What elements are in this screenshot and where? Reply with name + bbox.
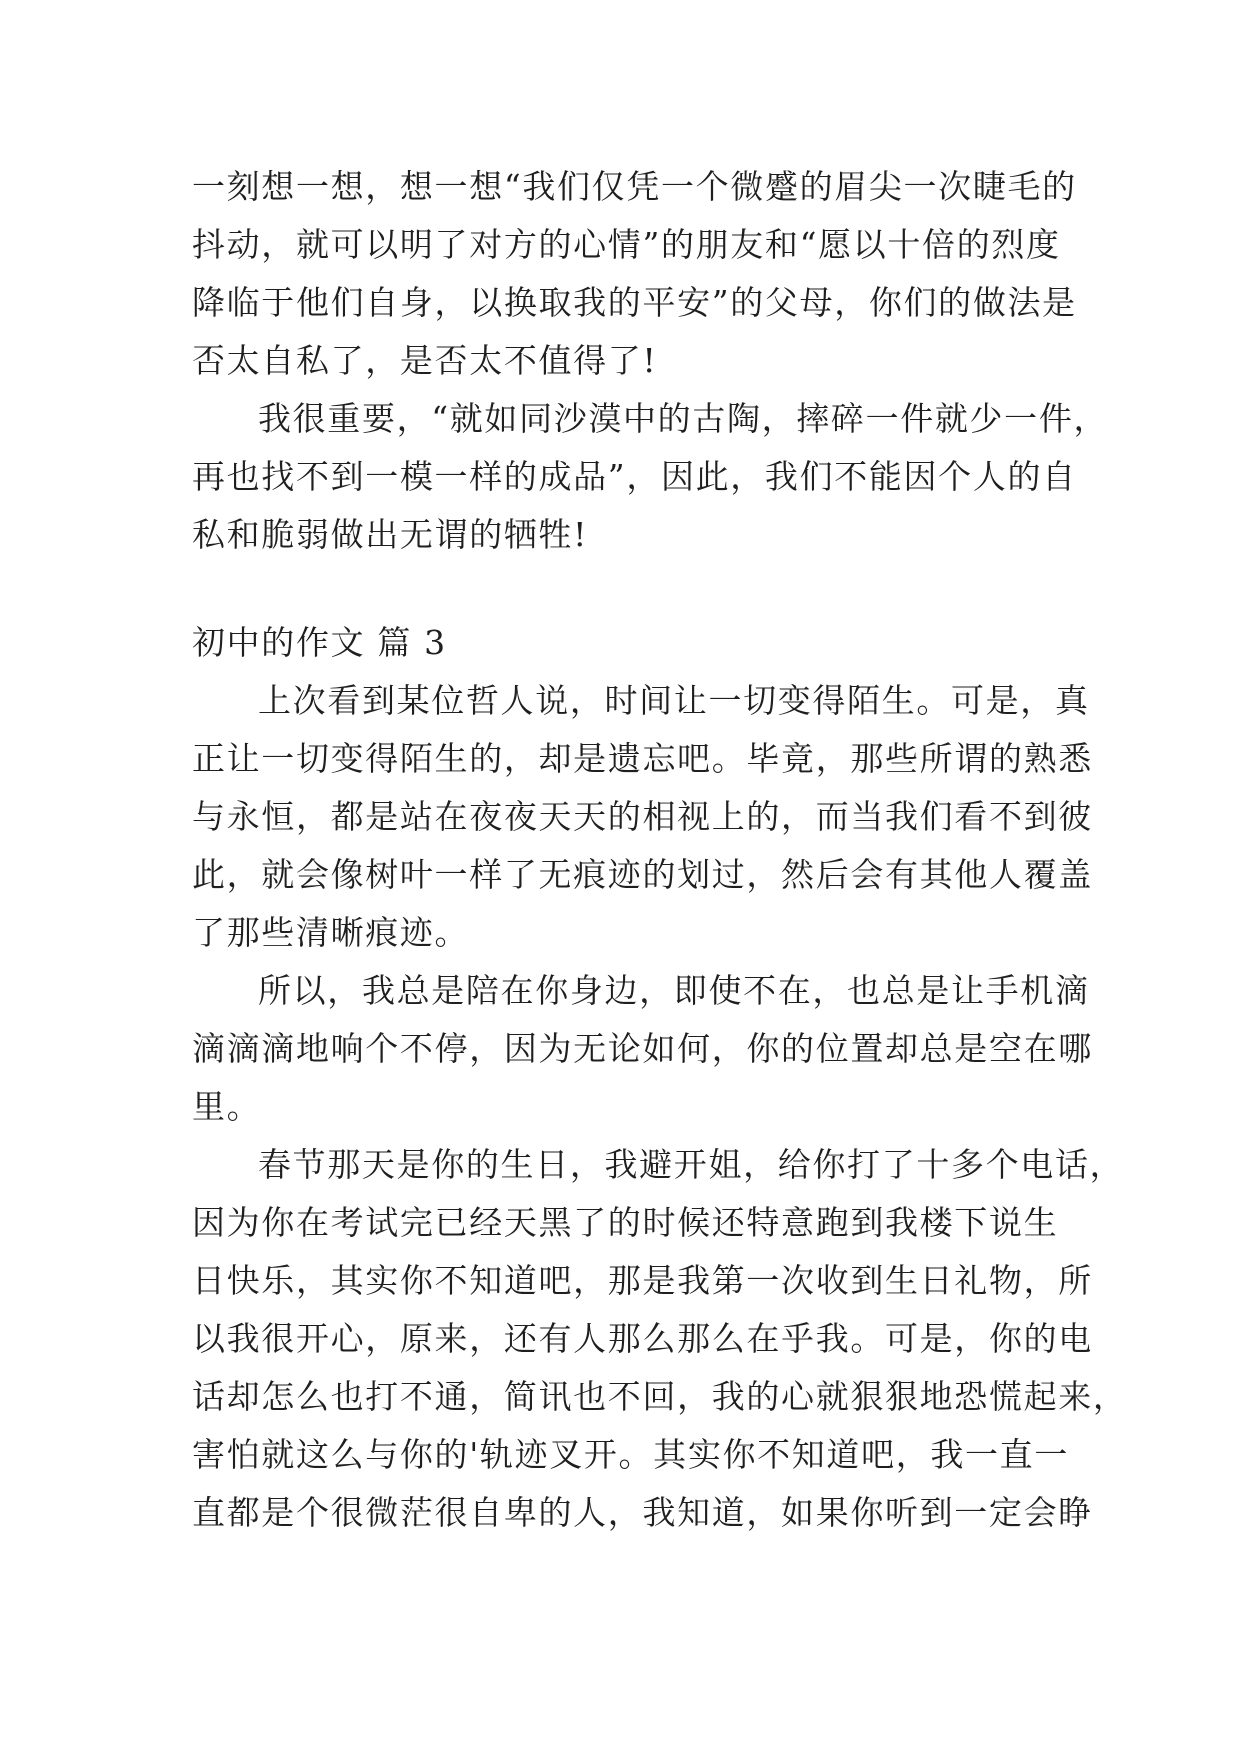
paragraph-important [192,390,1109,564]
text-line: 话却怎么也打不通，简讯也不回，我的心就狠狠地恐慌起来， [192,1377,1128,1416]
text-line: 再也找不到一模一样的成品”，因此，我们不能因个人的自 [192,457,1077,496]
text-line: 降临于他们自身，以换取我的平安”的父母，你们的做法是 [192,283,1077,322]
text-line: 春节那天是你的生日，我避开姐，给你打了十多个电话， [258,1145,1125,1184]
paragraph-selfish [192,158,1077,390]
document-body [192,158,1128,1542]
text-line: 上次看到某位哲人说，时间让一切变得陌生。可是，真 [258,681,1090,720]
text-line: 正让一切变得陌生的，却是遗忘吧。毕竟，那些所谓的熟悉 [192,739,1093,778]
text-line: 直都是个很微茫很自卑的人，我知道，如果你听到一定会睁 [192,1493,1093,1532]
text-line: 否太自私了，是否太不值得了! [192,341,658,380]
text-line: 滴滴滴地响个不停，因为无论如何，你的位置却总是空在哪 [192,1029,1093,1068]
text-line: 因为你在考试完已经天黑了的时候还特意跑到我楼下说生 [192,1203,1059,1242]
paragraph-birthday [192,1136,1128,1542]
section-heading: 初中的作文 篇 3 [192,623,447,662]
text-line: 与永恒，都是站在夜夜天天的相视上的，而当我们看不到彼 [192,797,1093,836]
paragraph-always-there [192,962,1093,1136]
text-line: 抖动，就可以明了对方的心情”的朋友和“愿以十倍的烈度 [192,225,1061,264]
text-line: 里。 [192,1087,262,1126]
text-line: 所以，我总是陪在你身边，即使不在，也总是让手机滴 [258,971,1090,1010]
text-line: 私和脆弱做出无谓的牺牲! [192,515,589,554]
text-line: 此，就会像树叶一样了无痕迹的划过，然后会有其他人覆盖 [192,855,1093,894]
text-line: 以我很开心，原来，还有人那么那么在乎我。可是，你的电 [192,1319,1093,1358]
text-line: 一刻想一想，想一想“我们仅凭一个微蹙的眉尖一次睫毛的 [192,167,1077,206]
text-line: 了那些清晰痕迹。 [192,913,470,952]
paragraph-forgetting [192,672,1093,962]
section-gap [192,564,1052,614]
text-line: 我很重要，“就如同沙漠中的古陶，摔碎一件就少一件， [258,399,1109,438]
text-line: 日快乐，其实你不知道吧，那是我第一次收到生日礼物，所 [192,1261,1093,1300]
text-line: 害怕就这么与你的'轨迹叉开。其实你不知道吧，我一直一 [192,1435,1069,1474]
